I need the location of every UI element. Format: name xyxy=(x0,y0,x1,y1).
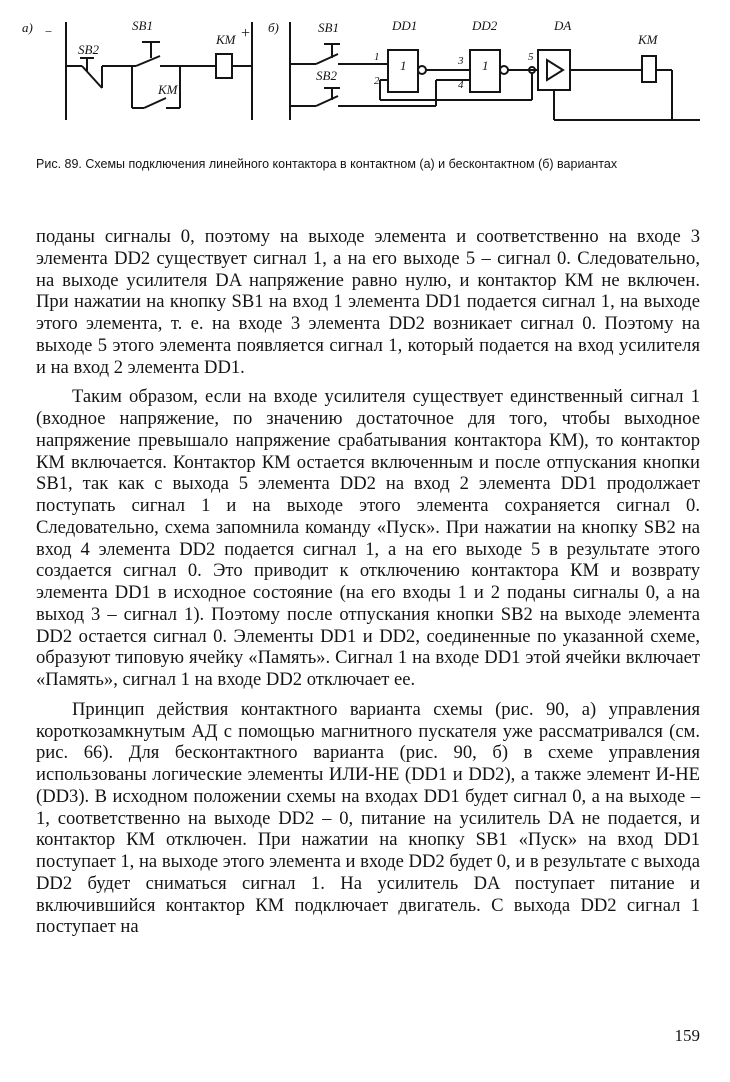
paragraph: Таким образом, если на входе усилителя существует единственный сигнал 1 (входное напряжение, по значению достаточное для того, чтобы выходное напряжение превышало напряжение срабатывания контактора КМ), то контактор КМ включается. Контактор КМ остается включенным и после отпускания кнопки SB1, так как с выхода 5 элемента DD2 на вход 2 элемента DD1 продолжает поступать сигнал 1 и на выходе этого элемента сохраняется сигнал 0. Следовательно, схема запомнила команду «Пуск». При нажатии на кнопку SB2 на вход 4 элемента DD2 подается сигнал 1, а на его выходе 5 в результате этого создается сигнал 0. Это приводит к отключению контактора КМ и возврату элемента DD1 в исходное состояние (на его входы 1 и 2 поданы сигналы 0, а на выход 3 – сигнал 1). Поэтому после отпускания кнопки SB2 на выходе элемента DD2 остается сигнал 0. Элементы DD1 и DD2, соединенные по указанной схеме, образуют типовую ячейку «Память». Сигнал 1 на входе DD1 этой ячейки включает «Память», сигнал 1 на входе DD2 отключает ее. xyxy=(36,386,700,690)
km-coil-a xyxy=(216,54,232,78)
label-km-coil-a: КМ xyxy=(216,32,236,47)
pin-2: 2 xyxy=(374,75,380,87)
km-coil-b xyxy=(642,56,656,82)
paragraph-continuation: поданы сигналы 0, поэтому на выходе элемента и соответственно на входе 3 элемента DD2 существует сигнал 1, а на его выходе 5 – сигнал 0. Следовательно, на выходе усилителя DA напряжение равно нулю, и контактор КМ не включен. При нажатии на кнопку SB1 на вход 1 элемента DD1 подается сигнал 1, на выходе этого элемента, т. е. на входе 3 элемента DD2 возникает сигнал 0. Поэтому на выходе 5 этого элемента появляется сигнал 1, который подается на вход усилителя и на вход 2 элемента DD1. xyxy=(36,226,700,378)
label-sb2-a: SB2 xyxy=(78,42,99,57)
figure-caption xyxy=(36,155,696,173)
pin-4: 4 xyxy=(458,79,464,91)
gate-dd1-symbol: 1 xyxy=(400,58,407,73)
label-sb1-a: SB1 xyxy=(132,18,153,33)
label-b: б) xyxy=(268,20,279,35)
label-km-coil-b: КМ xyxy=(638,32,658,47)
label-plus: + xyxy=(241,25,251,42)
label-dd2: DD2 xyxy=(472,18,498,33)
circuit-diagram xyxy=(20,10,710,160)
sb1-b-blade xyxy=(316,54,338,64)
label-sb1-b: SB1 xyxy=(318,20,339,35)
paragraph: Принцип действия контактного варианта схемы (рис. 90, а) управления короткозамкнутым АД с помощью магнитного пускателя уже рассматривался (см. рис. 66). Для бесконтактного варианта (рис. 90, б) в схеме управления использованы логические элементы ИЛИ-НЕ (DD1 и DD2), а также элемент И-НЕ (DD3). В исходном положении схемы на входах DD1 будет сигнал 0, а на выходе – 1, соответственно на выходе DD2 – 0, питание на усилитель DA не подается, и контактор КМ отключен. При нажатии на кнопку SB1 «Пуск» на вход DD1 поступает 1, на выходе этого элемента и входе DD2 будет 0, и в результате с выхода DD2 будет сниматься сигнал 1. На усилитель DA поступает питание и включившийся контактор КМ подключает двигатель. С выхода DD2 сигнал 1 поступает на xyxy=(36,698,700,938)
label-a: а) xyxy=(22,20,33,35)
pin-3: 3 xyxy=(458,55,464,67)
body-text xyxy=(36,226,700,938)
amplifier-triangle xyxy=(547,60,563,80)
label-da: DA xyxy=(554,18,572,33)
pin-1: 1 xyxy=(374,51,380,63)
sb2-blade xyxy=(82,66,102,88)
label-minus: − xyxy=(44,24,53,39)
pin-5: 5 xyxy=(528,51,534,63)
sb1-blade xyxy=(136,56,160,66)
page-number: 159 xyxy=(674,1026,700,1045)
gate-dd2-symbol: 1 xyxy=(482,58,489,73)
gate-dd2-inverter xyxy=(500,66,508,74)
figure-caption-text: Рис. 89. Схемы подключения линейного контактора в контактном (а) и бесконтактном (б) вариантах xyxy=(36,157,618,171)
gate-dd1-inverter xyxy=(418,66,426,74)
amplifier-da xyxy=(538,50,570,90)
circuit-figure xyxy=(20,10,710,160)
label-sb2-b: SB2 xyxy=(316,68,337,83)
label-km-contact: КМ xyxy=(158,82,178,97)
sb2-b-blade xyxy=(316,96,338,106)
label-dd1: DD1 xyxy=(392,18,418,33)
km-contact-blade xyxy=(144,98,166,108)
